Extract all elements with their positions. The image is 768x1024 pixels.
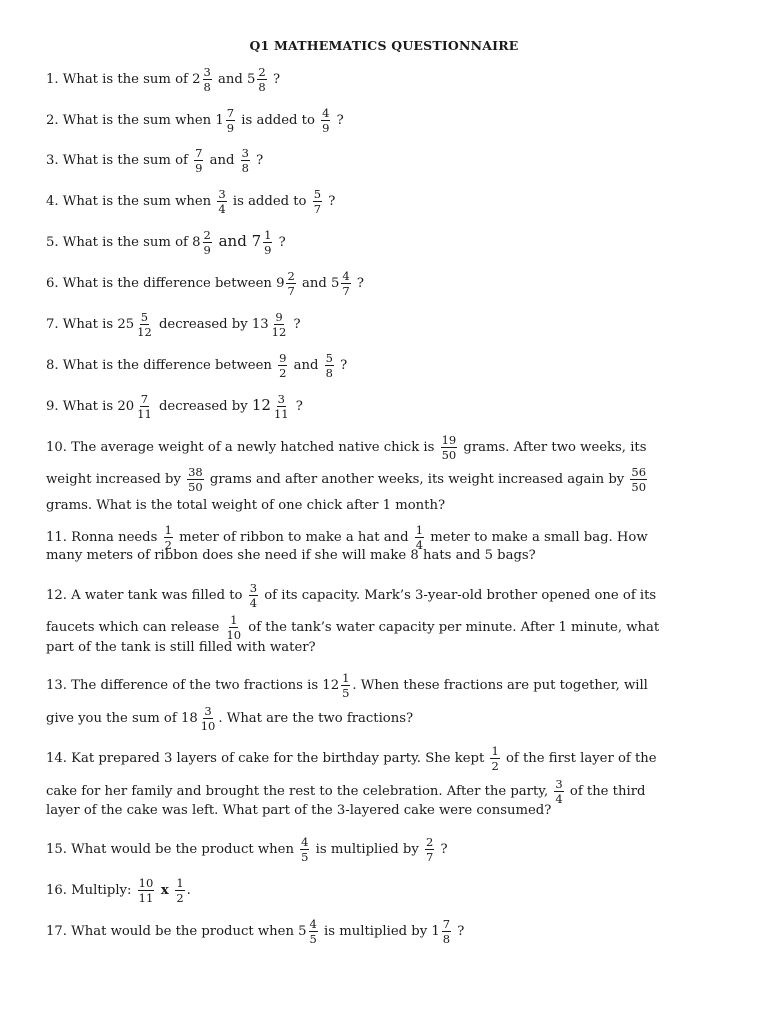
question-8 (46, 352, 722, 379)
fraction (490, 745, 499, 772)
fraction (187, 466, 204, 493)
fraction-numerator: 1 (415, 523, 424, 537)
question-text: grams. After two weeks, its (459, 440, 647, 456)
fraction (309, 918, 318, 945)
fraction (271, 311, 288, 338)
fraction-denominator: 2 (176, 891, 184, 906)
question-13 (46, 672, 722, 732)
question-4 (46, 188, 722, 215)
question-line (46, 745, 722, 778)
fraction-denominator: 50 (631, 480, 647, 495)
fraction (203, 229, 212, 256)
fraction-numerator: 2 (258, 65, 266, 79)
question-text: ? (291, 399, 303, 415)
question-text: 8. What is the difference between (46, 358, 277, 374)
fraction (241, 147, 250, 174)
question-text: 17. What would be the product when 5 (46, 924, 307, 940)
fraction-numerator: 3 (218, 187, 226, 201)
fraction (286, 270, 295, 297)
fraction (278, 352, 287, 379)
question-text: weight increased by (46, 472, 186, 488)
question-text: . What are the two fractions? (218, 711, 414, 727)
fraction-denominator: 8 (258, 80, 266, 95)
question-text: 7. What is 25 (46, 317, 135, 333)
question-15 (46, 836, 722, 863)
fraction-denominator: 8 (203, 80, 211, 95)
fraction (441, 434, 458, 461)
question-line: grams. What is the total weight of one chick after 1 month? (46, 498, 446, 513)
fraction-numerator: 1 (230, 613, 238, 627)
question-16 (46, 877, 722, 904)
question-1 (46, 66, 722, 93)
question-3 (46, 147, 722, 174)
fraction-numerator: 5 (140, 310, 149, 324)
fraction-numerator: 10 (138, 876, 154, 890)
fraction-numerator: 19 (441, 433, 457, 447)
question-text: and 5 (213, 72, 256, 88)
question-text: is multiplied by (311, 842, 423, 858)
fraction-denominator: 11 (273, 407, 289, 422)
question-text: ? (436, 842, 448, 858)
fraction-denominator: 2 (164, 538, 172, 553)
fraction-numerator: 1 (264, 228, 272, 242)
fraction-denominator: 50 (188, 480, 203, 495)
fraction-denominator: 9 (226, 121, 235, 136)
fraction (203, 66, 212, 93)
question-text: ? (324, 194, 336, 210)
fraction-denominator: 4 (555, 792, 563, 807)
fraction (341, 270, 350, 297)
question-line: many meters of ribbon does she need if she will make 8 hats and 5 bags? (46, 548, 536, 563)
fraction-denominator: 4 (249, 596, 258, 611)
fraction-denominator: 5 (301, 850, 309, 865)
question-line (46, 523, 722, 553)
question-line (46, 434, 722, 466)
fraction-numerator: 1 (176, 876, 184, 890)
question-line (46, 613, 722, 643)
fraction-denominator: 11 (138, 891, 154, 906)
fraction-denominator: 7 (313, 202, 322, 217)
question-line (46, 466, 722, 498)
fraction-denominator: 8 (241, 161, 249, 176)
question-text: 14. Kat prepared 3 layers of cake for the birthday party. She kept (46, 751, 489, 767)
fraction (175, 877, 184, 904)
fraction (138, 877, 155, 904)
fraction (425, 836, 434, 863)
fraction (321, 107, 330, 134)
fraction-numerator: 4 (301, 835, 309, 849)
question-text: 10. The average weight of a newly hatched native chick is (46, 440, 439, 456)
question-2 (46, 107, 722, 134)
question-7 (46, 311, 722, 338)
question-text: is added to (237, 113, 320, 129)
fraction-denominator: 10 (226, 628, 242, 643)
fraction-denominator: 9 (203, 243, 211, 258)
fraction-denominator: 2 (279, 366, 287, 381)
question-text: ? (274, 235, 286, 251)
fraction (257, 66, 266, 93)
fraction-numerator: 1 (491, 744, 499, 758)
question-17 (46, 918, 722, 945)
question-text: give you the sum of 18 (46, 711, 198, 727)
fraction-numerator: 9 (279, 351, 287, 365)
fraction (341, 672, 350, 699)
fraction-numerator: 5 (325, 351, 333, 365)
question-text: of the tank’s water capacity per minute. After 1 minute, what (244, 620, 660, 636)
question-text: ? (352, 276, 364, 292)
question-12 (46, 582, 722, 657)
question-text: of the third (565, 784, 646, 800)
question-text: of the first layer of the (501, 751, 657, 767)
fraction (313, 188, 322, 215)
question-text: 6. What is the difference between 9 (46, 276, 285, 292)
question-14 (46, 745, 722, 820)
question-text: ? (335, 358, 348, 374)
fraction (194, 147, 203, 174)
question-text: meter to make a small bag. How (426, 530, 648, 546)
question-text: 2. What is the sum when 1 (46, 113, 224, 129)
fraction-numerator: 3 (204, 704, 212, 718)
question-text: and 5 (297, 276, 340, 292)
question-text: 1. What is the sum of 2 (46, 72, 201, 88)
question-line (46, 777, 722, 807)
fraction (630, 466, 647, 493)
question-text: is multiplied by 1 (319, 924, 440, 940)
fraction-numerator: 4 (322, 106, 330, 120)
question-text: and (205, 153, 239, 169)
fraction-denominator: 5 (309, 932, 317, 947)
fraction (442, 918, 451, 945)
fraction-numerator: 7 (140, 392, 149, 406)
question-text: 9. What is 20 (46, 399, 135, 415)
fraction (325, 352, 334, 379)
fraction-numerator: 1 (164, 523, 172, 537)
question-line (46, 672, 722, 705)
fraction-numerator: 5 (313, 187, 322, 201)
fraction-numerator: 4 (309, 917, 317, 931)
question-text: 12. A water tank was filled to (46, 588, 247, 604)
fraction-numerator: 7 (195, 146, 203, 160)
question-5 (46, 229, 722, 256)
fraction (273, 393, 290, 420)
fraction (249, 582, 258, 609)
fraction-denominator: 7 (287, 284, 295, 299)
fraction-numerator: 56 (631, 465, 647, 479)
question-text: is added to (228, 194, 311, 210)
question-text: 11. Ronna needs (46, 530, 162, 546)
fraction-numerator: 3 (249, 581, 258, 595)
question-text: cake for her family and brought the rest to the celebration. After the party, (46, 784, 553, 800)
page-title: Q1 MATHEMATICS QUESTIONNAIRE (249, 38, 519, 53)
fraction (136, 393, 153, 420)
fraction-numerator: 3 (241, 146, 249, 160)
fraction-numerator: 2 (287, 269, 295, 283)
fraction (554, 778, 563, 805)
question-text: and 7 (213, 232, 262, 251)
question-text: and (289, 358, 323, 374)
question-text: ? (289, 317, 301, 333)
fraction-numerator: 1 (342, 671, 350, 685)
fraction-denominator: 10 (200, 719, 216, 734)
fraction (225, 614, 242, 641)
question-text: grams and after another weeks, its weight increased again by (205, 472, 629, 488)
question-text: ? (453, 924, 465, 940)
fraction-denominator: 2 (491, 759, 499, 774)
question-text: decreased by 13 (154, 317, 269, 333)
question-text: ? (251, 153, 264, 169)
fraction-numerator: 2 (425, 835, 434, 849)
fraction-denominator: 8 (442, 932, 451, 947)
fraction (200, 705, 217, 732)
fraction-denominator: 4 (218, 202, 226, 217)
fraction-denominator: 9 (195, 161, 203, 176)
question-text: decreased by (154, 399, 252, 415)
question-text: 4. What is the sum when (46, 194, 216, 210)
fraction-denominator: 8 (325, 366, 333, 381)
fraction-numerator: 7 (226, 106, 235, 120)
fraction-denominator: 9 (322, 121, 330, 136)
question-text: faucets which can release (46, 620, 224, 636)
question-text: ? (268, 72, 281, 88)
fraction-denominator: 7 (342, 284, 350, 299)
question-text: 15. What would be the product when (46, 842, 299, 858)
fraction (226, 107, 235, 134)
fraction (136, 311, 153, 338)
fraction-numerator: 4 (342, 269, 350, 283)
fraction-numerator: 7 (442, 917, 451, 931)
question-line: layer of the cake was left. What part of the 3-layered cake were consumed? (46, 803, 552, 818)
question-text: x (156, 883, 174, 899)
fraction-numerator: 2 (203, 228, 211, 242)
fraction-numerator: 3 (555, 777, 563, 791)
question-line (46, 582, 722, 614)
question-text: meter of ribbon to make a hat and (174, 530, 413, 546)
question-line (46, 705, 722, 732)
question-10 (46, 434, 722, 515)
fraction-denominator: 12 (271, 325, 287, 340)
question-text: 16. Multiply: (46, 883, 136, 899)
question-text: . (186, 883, 191, 899)
question-6 (46, 270, 722, 297)
fraction (300, 836, 309, 863)
fraction-denominator: 12 (137, 325, 152, 340)
fraction-numerator: 9 (275, 310, 283, 324)
question-text: . When these fractions are put together, will (352, 678, 648, 694)
fraction-numerator: 38 (188, 465, 203, 479)
fraction-denominator: 5 (342, 686, 350, 701)
question-11 (46, 524, 722, 565)
question-line: part of the tank is still filled with water? (46, 640, 316, 655)
fraction-denominator: 7 (425, 850, 434, 865)
question-text: of its capacity. Mark’s 3-year-old brother opened one of its (260, 588, 657, 604)
question-9 (46, 393, 722, 420)
fraction-denominator: 9 (264, 243, 272, 258)
fraction-denominator: 11 (137, 407, 152, 422)
fraction-denominator: 4 (415, 538, 424, 553)
question-text: 13. The difference of the two fractions is 12 (46, 678, 340, 694)
question-text: 12 (251, 396, 271, 415)
fraction-denominator: 50 (441, 448, 457, 463)
question-text: 3. What is the sum of (46, 153, 193, 169)
fraction-numerator: 3 (277, 392, 285, 406)
fraction-numerator: 3 (203, 65, 211, 79)
fraction (263, 229, 272, 256)
question-text: 5. What is the sum of 8 (46, 235, 201, 251)
question-text: ? (332, 113, 344, 129)
fraction (217, 188, 226, 215)
